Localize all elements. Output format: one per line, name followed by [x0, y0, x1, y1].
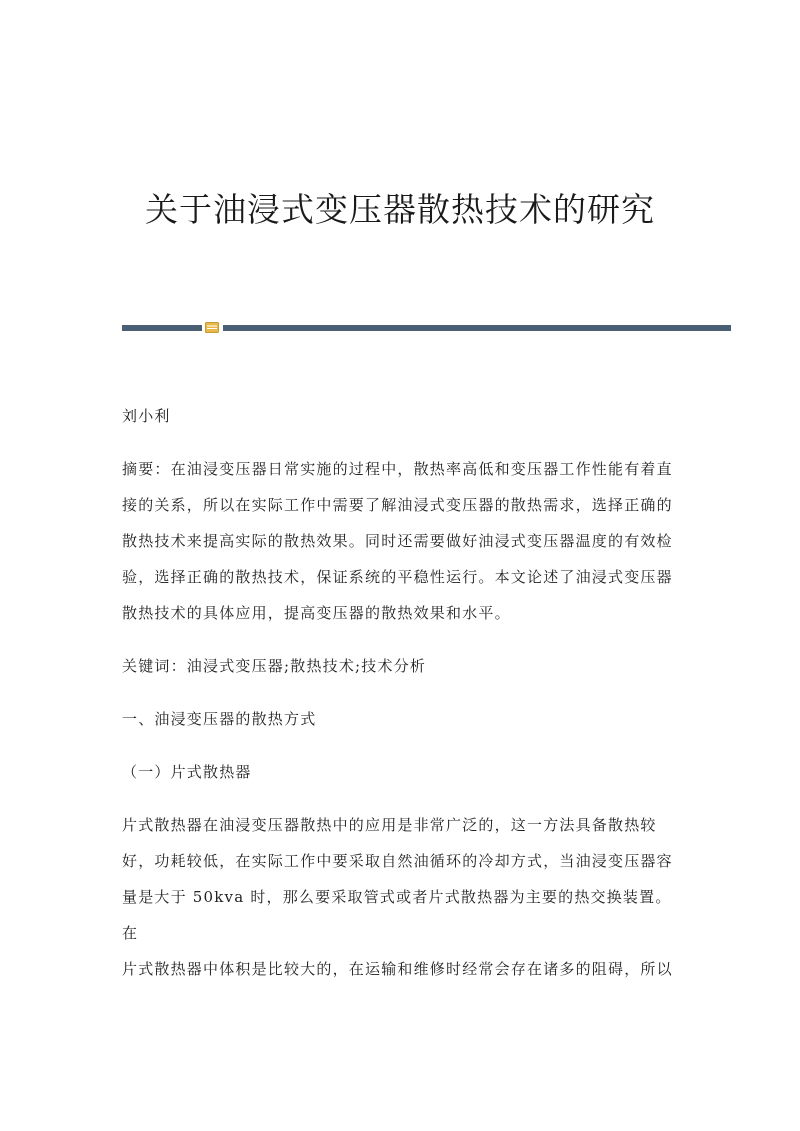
body-line: 好，功耗较低，在实际工作中要采取自然油循环的冷却方式，当油浸变压器容	[122, 852, 673, 870]
abstract	[122, 451, 682, 631]
page-title: 关于油浸式变压器散热技术的研究	[145, 190, 655, 229]
body-line: 量是大于 50kva 时，那么要采取管式或者片式散热器为主要的热交换装置。在	[122, 888, 672, 942]
keywords: 关键词：油浸式变压器;散热技术;技术分析	[122, 657, 427, 675]
subsection-heading: （一）片式散热器	[122, 763, 252, 781]
document-body	[122, 398, 682, 987]
title-rule-right	[223, 325, 731, 331]
author-name: 刘小利	[122, 407, 171, 425]
body-paragraph	[122, 807, 682, 987]
title-rule-left	[122, 325, 202, 331]
abstract-line: 散热技术的具体应用，提高变压器的散热效果和水平。	[122, 604, 511, 622]
section-heading: 一、油浸变压器的散热方式	[122, 710, 317, 728]
abstract-line: 验，选择正确的散热技术，保证系统的平稳性运行。本文论述了油浸式变压器	[122, 568, 673, 586]
body-line: 片式散热器中体积是比较大的，在运输和维修时经常会存在诸多的阻碍，所以	[122, 960, 673, 978]
abstract-line: 摘要：在油浸变压器日常实施的过程中，散热率高低和变压器工作性能有着直	[122, 460, 673, 478]
envelope-icon	[205, 322, 219, 333]
abstract-line: 接的关系，所以在实际工作中需要了解油浸式变压器的散热需求，选择正确的	[122, 496, 673, 514]
abstract-line: 散热技术来提高实际的散热效果。同时还需要做好油浸式变压器温度的有效检	[122, 532, 673, 550]
body-line: 片式散热器在油浸变压器散热中的应用是非常广泛的，这一方法具备散热较	[122, 816, 657, 834]
